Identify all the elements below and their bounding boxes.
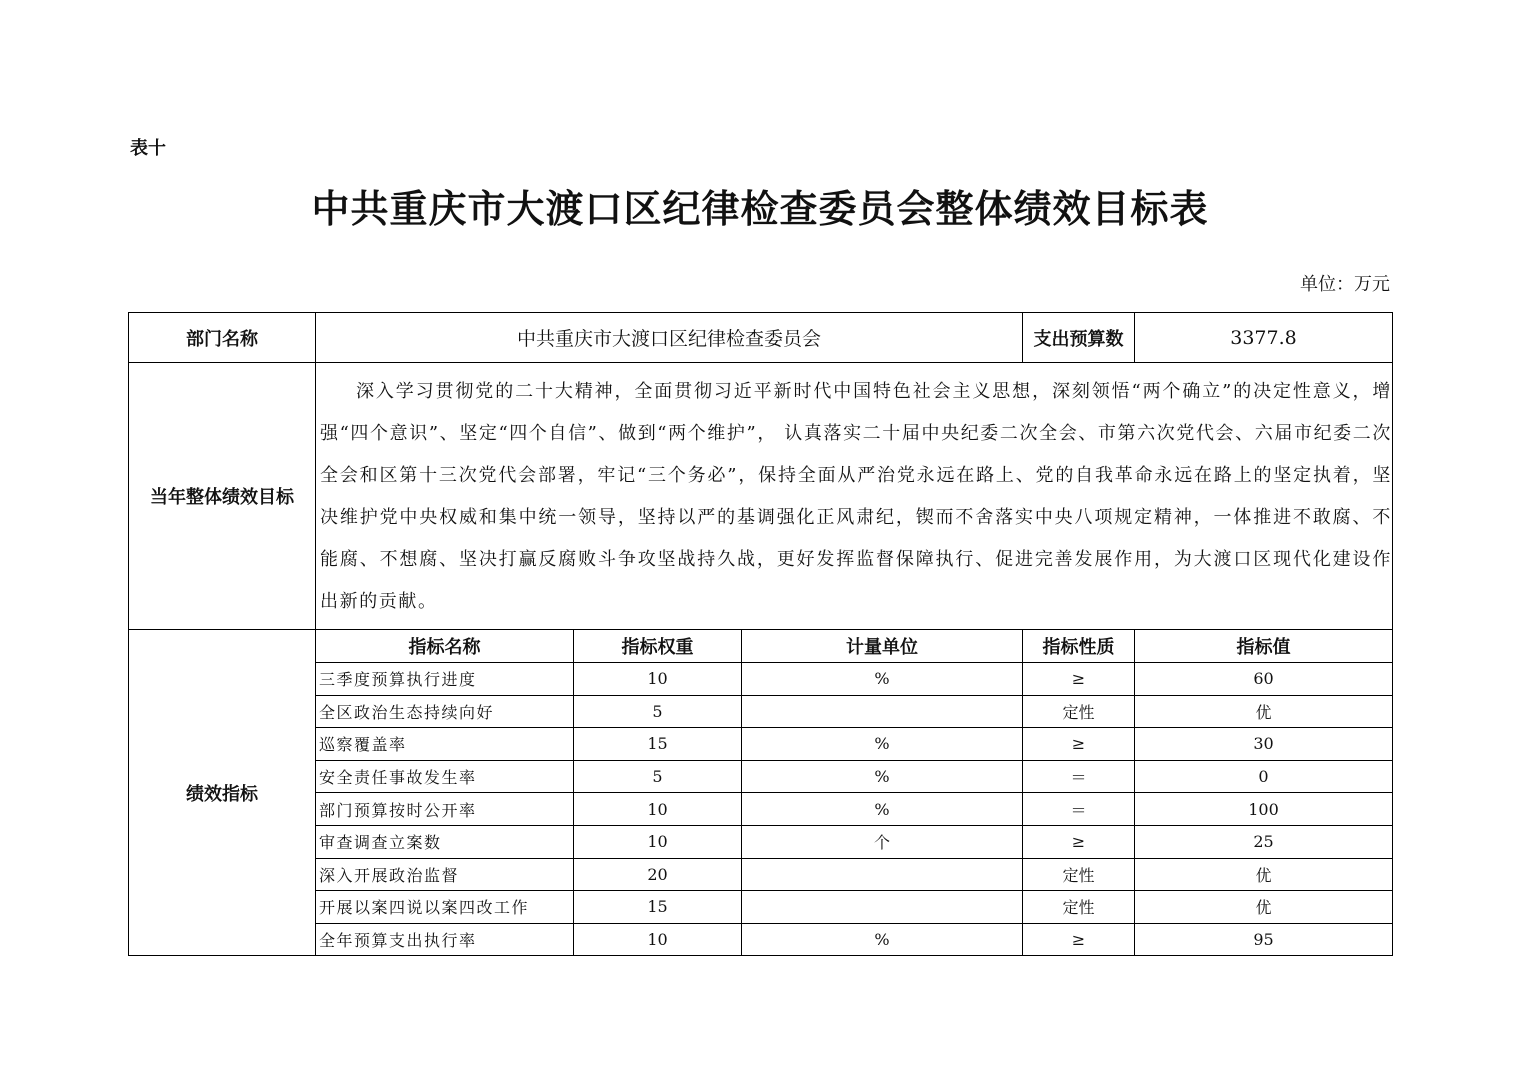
header-weight: 指标权重 xyxy=(574,630,742,663)
indicator-value: 95 xyxy=(1135,923,1393,956)
header-unit: 计量单位 xyxy=(742,630,1023,663)
indicator-weight: 15 xyxy=(574,728,742,761)
indicator-weight: 10 xyxy=(574,793,742,826)
indicator-value: 优 xyxy=(1135,858,1393,891)
goal-text: 深入学习贯彻党的二十大精神，全面贯彻习近平新时代中国特色社会主义思想，深刻领悟“两个确立”的决定性意义，增强“四个意识”、坚定“四个自信”、做到“两个维护”， 认真落实二十届中央纪委二次全会、市第六次党代会、六届市纪委二次全会和区第十三次党代会部署，牢记“三个务必”，保持全面从严治党永远在路上、党的自我革命永远在路上的坚定执着，坚决维护党中央权威和集中统一领导，坚持以严的基调强化正风肃纪，锲而不舍落实中央八项规定精神，一体推进不敢腐、不能腐、不想腐、坚决打赢反腐败斗争攻坚战持久战，更好发挥监督保障执行、促进完善发展作用，为大渡口区现代化建设作出新的贡献。 xyxy=(316,363,1393,630)
indicator-unit xyxy=(742,858,1023,891)
indicator-unit: % xyxy=(742,760,1023,793)
budget-label: 支出预算数 xyxy=(1023,313,1135,363)
indicators-label: 绩效指标 xyxy=(129,630,316,956)
indicator-name: 部门预算按时公开率 xyxy=(316,793,574,826)
indicator-nature: ≥ xyxy=(1023,923,1135,956)
indicator-weight: 5 xyxy=(574,695,742,728)
indicator-nature: ≥ xyxy=(1023,825,1135,858)
indicator-weight: 10 xyxy=(574,663,742,696)
indicator-nature: ＝ xyxy=(1023,793,1135,826)
indicator-weight: 10 xyxy=(574,825,742,858)
table-row xyxy=(129,891,1393,924)
header-value: 指标值 xyxy=(1135,630,1393,663)
indicator-name: 安全责任事故发生率 xyxy=(316,760,574,793)
indicator-weight: 5 xyxy=(574,760,742,793)
indicator-name: 深入开展政治监督 xyxy=(316,858,574,891)
indicator-nature: 定性 xyxy=(1023,891,1135,924)
dept-label: 部门名称 xyxy=(129,313,316,363)
table-row xyxy=(129,728,1393,761)
indicator-name: 开展以案四说以案四改工作 xyxy=(316,891,574,924)
indicator-unit: % xyxy=(742,728,1023,761)
indicator-value: 60 xyxy=(1135,663,1393,696)
indicator-nature: ≥ xyxy=(1023,728,1135,761)
indicator-nature: 定性 xyxy=(1023,695,1135,728)
performance-table xyxy=(128,312,1393,956)
indicator-name: 审查调查立案数 xyxy=(316,825,574,858)
indicator-weight: 15 xyxy=(574,891,742,924)
page-title: 中共重庆市大渡口区纪律检查委员会整体绩效目标表 xyxy=(311,186,1209,231)
indicator-weight: 20 xyxy=(574,858,742,891)
indicator-unit: 个 xyxy=(742,825,1023,858)
indicator-value: 优 xyxy=(1135,891,1393,924)
indicator-name: 巡察覆盖率 xyxy=(316,728,574,761)
indicator-unit: % xyxy=(742,663,1023,696)
indicator-unit: % xyxy=(742,923,1023,956)
table-row xyxy=(129,858,1393,891)
dept-name: 中共重庆市大渡口区纪律检查委员会 xyxy=(316,313,1023,363)
header-indicator-name: 指标名称 xyxy=(316,630,574,663)
table-row xyxy=(129,663,1393,696)
unit-label: 单位：万元 xyxy=(1300,274,1390,295)
table-row xyxy=(129,695,1393,728)
indicator-nature: 定性 xyxy=(1023,858,1135,891)
indicator-name: 全年预算支出执行率 xyxy=(316,923,574,956)
indicator-unit xyxy=(742,695,1023,728)
indicator-header-row xyxy=(129,630,1393,663)
goal-label: 当年整体绩效目标 xyxy=(129,363,316,630)
indicator-value: 30 xyxy=(1135,728,1393,761)
dept-row xyxy=(129,313,1393,363)
table-row xyxy=(129,793,1393,826)
indicator-weight: 10 xyxy=(574,923,742,956)
table-row xyxy=(129,760,1393,793)
indicator-value: 25 xyxy=(1135,825,1393,858)
indicator-unit xyxy=(742,891,1023,924)
table-label: 表十 xyxy=(130,138,166,159)
indicator-name: 全区政治生态持续向好 xyxy=(316,695,574,728)
table-row xyxy=(129,923,1393,956)
indicator-nature: ＝ xyxy=(1023,760,1135,793)
table-row xyxy=(129,825,1393,858)
indicator-unit: % xyxy=(742,793,1023,826)
header-nature: 指标性质 xyxy=(1023,630,1135,663)
indicator-name: 三季度预算执行进度 xyxy=(316,663,574,696)
indicator-value: 100 xyxy=(1135,793,1393,826)
indicator-nature: ≥ xyxy=(1023,663,1135,696)
indicator-value: 0 xyxy=(1135,760,1393,793)
budget-value: 3377.8 xyxy=(1135,313,1393,363)
goal-row xyxy=(129,363,1393,630)
indicator-value: 优 xyxy=(1135,695,1393,728)
